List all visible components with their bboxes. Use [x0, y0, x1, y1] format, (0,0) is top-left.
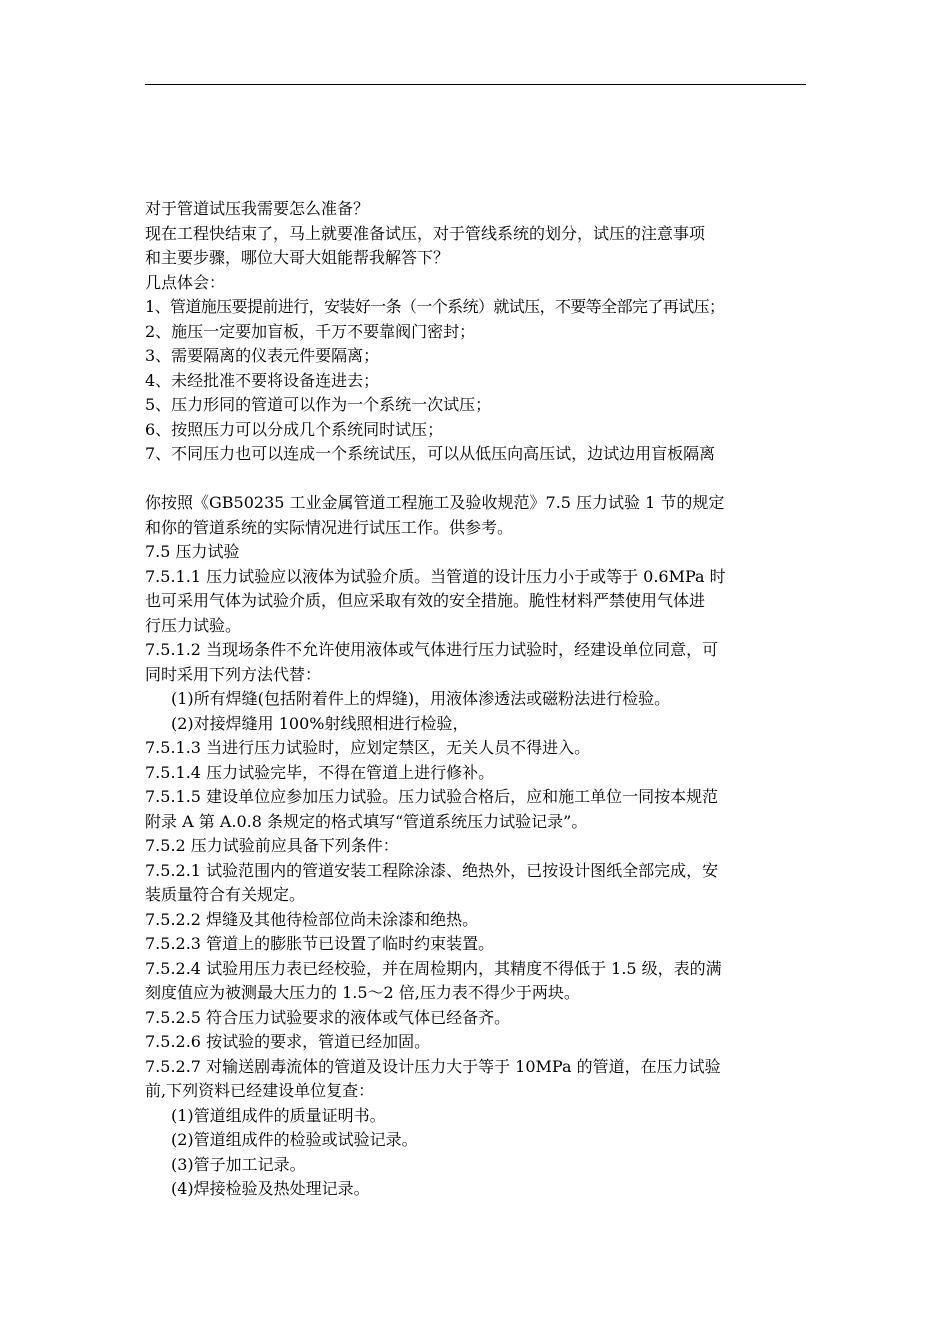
clause [145, 908, 815, 933]
clause-line: 前,下列资料已经建设单位复查： [145, 1081, 375, 1100]
answer2-intro-line: 你按照《GB50235 工业金属管道工程施工及验收规范》7.5 压力试验 1 节的规定 [145, 493, 725, 512]
clause-line: 附录 A 第 A.0.8 条规定的格式填写“管道系统压力试验记录”。 [145, 811, 588, 831]
answer1-point: 4、未经批准不要将设备连进去； [145, 370, 380, 390]
clause-line: 7.5.2.5 符合压力试验要求的液体或气体已经备齐。 [145, 1007, 511, 1027]
clause-line: 7.5.2.4 试验用压力表已经校验，并在周检期内，其精度不得低于 1.5 级，表的满 [145, 958, 722, 978]
clause-line: (2)管道组成件的检验或试验记录。 [171, 1130, 418, 1149]
clause-line: 也可采用气体为试验介质，但应采取有效的安全措施。脆性材料严禁使用气体进 [145, 591, 706, 610]
clause [145, 785, 815, 834]
section-title: 7.5 压力试验 [145, 542, 240, 561]
clause-line: 7.5.1.5 建设单位应参加压力试验。压力试验合格后，应和施工单位一同按本规范 [145, 787, 719, 806]
clause [145, 1030, 815, 1055]
clause [145, 1153, 815, 1178]
clause-line: 7.5.1.3 当进行压力试验时，应划定禁区，无关人员不得进入。 [145, 738, 591, 757]
answer1-point: 6、按照压力可以分成几个系统同时试压； [145, 419, 444, 439]
clause-line: 7.5.1.1 压力试验应以液体为试验介质。当管道的设计压力小于或等于 0.6MPa 时 [145, 566, 726, 586]
clause [145, 834, 815, 859]
clause-line: 7.5.2.1 试验范围内的管道安装工程除涂漆、绝热外，已按设计图纸全部完成，安 [145, 860, 719, 880]
clause-line: 刻度值应为被测最大压力的 1.5～2 倍,压力表不得少于两块。 [145, 983, 580, 1002]
clause-line: (1)所有焊缝(包括附着件上的焊缝)，用液体渗透法或磁粉法进行检验。 [171, 689, 671, 708]
clause-line: 7.5.1.4 压力试验完毕，不得在管道上进行修补。 [145, 762, 495, 782]
header-rule [145, 84, 806, 85]
document-body [145, 197, 815, 1202]
answer2-intro-line: 和你的管道系统的实际情况进行试压工作。供参考。 [145, 517, 514, 537]
clause [145, 1006, 815, 1031]
clause-line: 同时采用下列方法代替： [145, 664, 322, 684]
clause [145, 712, 815, 737]
clause-line: 7.5.2.3 管道上的膨胀节已设置了临时约束装置。 [145, 934, 495, 953]
paragraph-gap [145, 467, 815, 492]
clause [145, 687, 815, 712]
clause-line: (4)焊接检验及热处理记录。 [171, 1179, 370, 1198]
clause [145, 1055, 815, 1104]
clause-line: (2)对接焊缝用 100%射线照相进行检验， [171, 713, 469, 733]
clause-line: 7.5.2.7 对输送剧毒流体的管道及设计压力大于等于 10MPa 的管道，在压力试验 [145, 1056, 721, 1076]
clause [145, 638, 815, 687]
clause [145, 957, 815, 1006]
clause-line: 7.5.2 压力试验前应具备下列条件： [145, 836, 399, 855]
clause [145, 1128, 815, 1153]
clause-list [145, 565, 815, 1202]
answer1-heading: 几点体会： [145, 272, 226, 292]
question-body-line: 现在工程快结束了，马上就要准备试压，对于管线系统的划分，试压的注意事项 [145, 223, 706, 243]
clause-line: 7.5.2.2 焊缝及其他待检部位尚未涂漆和绝热。 [145, 909, 479, 929]
clause-line: 行压力试验。 [145, 615, 242, 635]
clause [145, 859, 815, 908]
clause-line: (3)管子加工记录。 [171, 1154, 306, 1174]
clause [145, 736, 815, 761]
clause [145, 932, 815, 957]
clause [145, 1104, 815, 1129]
question-body-line: 和主要步骤，哪位大哥大姐能帮我解答下？ [145, 248, 450, 267]
question-title: 对于管道试压我需要怎么准备？ [145, 199, 370, 218]
clause-line: 7.5.1.2 当现场条件不允许使用液体或气体进行压力试验时，经建设单位同意，可 [145, 640, 719, 659]
answer1-point: 2、施压一定要加盲板，千万不要靠阀门密封； [145, 321, 476, 341]
clause-line: 7.5.2.6 按试验的要求，管道已经加固。 [145, 1032, 431, 1051]
clause [145, 1177, 815, 1202]
clause-line: (1)管道组成件的质量证明书。 [171, 1105, 386, 1125]
answer1-point: 1、管道施压要提前进行，安装好一条（一个系统）就试压，不要等全部完了再试压； [145, 297, 725, 316]
answer1-point: 3、需要隔离的仪表元件要隔离； [145, 346, 380, 365]
clause [145, 761, 815, 786]
answer1-point: 7、不同压力也可以连成一个系统试压，可以从低压向高压试，边试边用盲板隔离 [145, 444, 716, 463]
answer1-point: 5、压力形同的管道可以作为一个系统一次试压； [145, 395, 492, 414]
clause-line: 装质量符合有关规定。 [145, 885, 306, 904]
clause [145, 565, 815, 639]
